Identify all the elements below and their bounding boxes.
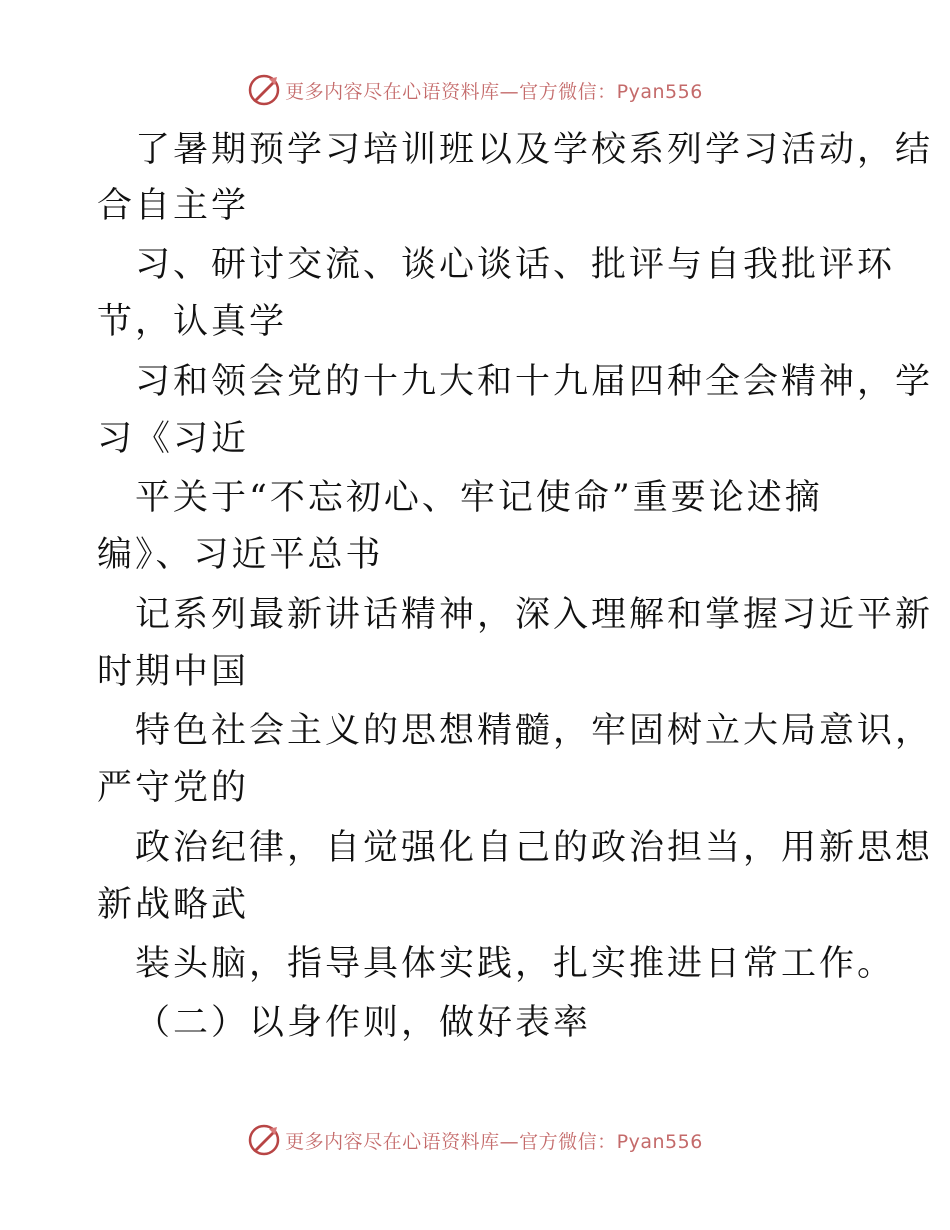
header-banner bbox=[0, 70, 950, 110]
body-line: 平关于“不忘初心、牢记使命”重要论述摘 bbox=[135, 478, 823, 518]
footer-banner bbox=[0, 1120, 950, 1160]
body-line: 严守党的 bbox=[97, 768, 250, 808]
body-line: 特色社会主义的思想精髓，牢固树立大局意识， bbox=[135, 711, 934, 751]
section-heading: （二）以身作则，做好表率 bbox=[135, 1003, 592, 1043]
body-line: 政治纪律，自觉强化自己的政治担当，用新思想 bbox=[135, 828, 934, 868]
body-line: 节，认真学 bbox=[97, 302, 288, 342]
body-line: 习和领会党的十九大和十九届四种全会精神，学 bbox=[135, 362, 934, 402]
quill-pen-circle-logo-icon bbox=[247, 73, 281, 107]
footer-banner-text: 更多内容尽在心语资料库—官方微信：Pyan556 bbox=[285, 1130, 703, 1153]
body-line: 记系列最新讲话精神，深入理解和掌握习近平新 bbox=[135, 595, 934, 635]
body-line: 合自主学 bbox=[97, 186, 250, 226]
body-line: 了暑期预学习培训班以及学校系列学习活动，结 bbox=[135, 130, 934, 170]
body-line: 习《习近 bbox=[97, 419, 250, 459]
body-line: 新战略武 bbox=[97, 885, 250, 925]
quill-pen-circle-logo-icon bbox=[247, 1123, 281, 1157]
body-line: 时期中国 bbox=[97, 652, 250, 692]
header-banner-text: 更多内容尽在心语资料库—官方微信：Pyan556 bbox=[285, 80, 703, 103]
body-line: 装头脑，指导具体实践，扎实推进日常工作。 bbox=[135, 944, 896, 984]
body-line: 编》、习近平总书 bbox=[97, 535, 384, 575]
body-line: 习、研讨交流、谈心谈话、批评与自我批评环 bbox=[135, 245, 896, 285]
